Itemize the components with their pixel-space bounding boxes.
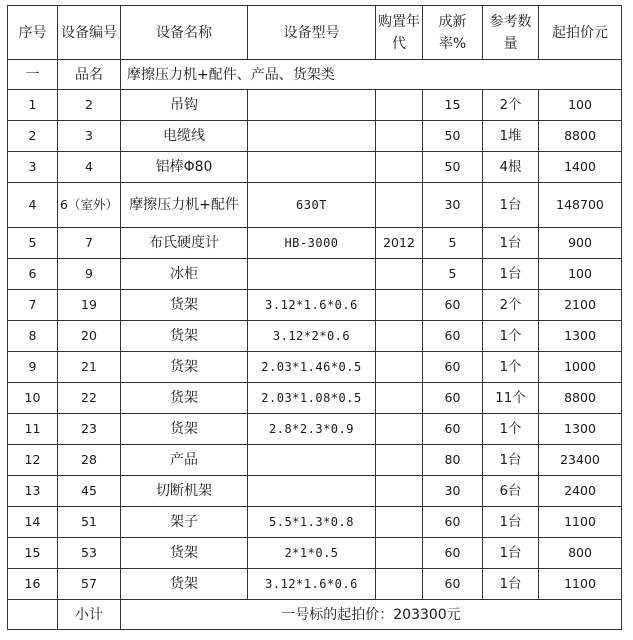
cell-rate: 50 bbox=[423, 152, 483, 183]
cell-name: 吊钩 bbox=[121, 90, 248, 121]
cell-model bbox=[248, 259, 376, 290]
cell-seq: 7 bbox=[8, 290, 58, 321]
asset-table bbox=[7, 5, 622, 630]
cell-code: 23 bbox=[58, 414, 121, 445]
cell-qty: 1台 bbox=[483, 538, 539, 569]
cell-seq: 9 bbox=[8, 352, 58, 383]
table-row bbox=[8, 383, 622, 414]
table-row bbox=[8, 352, 622, 383]
cell-model: 630T bbox=[248, 183, 376, 228]
cell-rate: 60 bbox=[423, 352, 483, 383]
cell-rate: 60 bbox=[423, 507, 483, 538]
cell-seq: 2 bbox=[8, 121, 58, 152]
cell-qty: 1台 bbox=[483, 259, 539, 290]
cell-qty: 4根 bbox=[483, 152, 539, 183]
cell-model: 3.12*1.6*0.6 bbox=[248, 569, 376, 600]
cell-seq: 1 bbox=[8, 90, 58, 121]
cell-qty: 1台 bbox=[483, 183, 539, 228]
cell-code: 28 bbox=[58, 445, 121, 476]
table-row bbox=[8, 321, 622, 352]
cell-year bbox=[376, 290, 423, 321]
table-row bbox=[8, 476, 622, 507]
cell-year bbox=[376, 507, 423, 538]
cell-year bbox=[376, 352, 423, 383]
section-label: 品名 bbox=[58, 60, 121, 90]
cell-seq: 15 bbox=[8, 538, 58, 569]
cell-qty: 1台 bbox=[483, 228, 539, 259]
cell-model: 2.8*2.3*0.9 bbox=[248, 414, 376, 445]
header-seq: 序号 bbox=[8, 6, 58, 60]
header-qty: 参考数量 bbox=[483, 6, 539, 60]
table-row bbox=[8, 121, 622, 152]
cell-code: 7 bbox=[58, 228, 121, 259]
cell-year bbox=[376, 538, 423, 569]
cell-code: 20 bbox=[58, 321, 121, 352]
cell-model: 2.03*1.46*0.5 bbox=[248, 352, 376, 383]
subtotal-label: 小计 bbox=[58, 600, 121, 630]
cell-seq: 13 bbox=[8, 476, 58, 507]
cell-year bbox=[376, 414, 423, 445]
cell-code: 21 bbox=[58, 352, 121, 383]
cell-seq: 8 bbox=[8, 321, 58, 352]
cell-rate: 60 bbox=[423, 290, 483, 321]
cell-price: 8800 bbox=[539, 121, 622, 152]
cell-code: 51 bbox=[58, 507, 121, 538]
cell-price: 1400 bbox=[539, 152, 622, 183]
cell-price: 800 bbox=[539, 538, 622, 569]
cell-name: 切断机架 bbox=[121, 476, 248, 507]
cell-qty: 1台 bbox=[483, 507, 539, 538]
cell-seq: 10 bbox=[8, 383, 58, 414]
cell-year bbox=[376, 476, 423, 507]
cell-seq: 14 bbox=[8, 507, 58, 538]
cell-model: 3.12*2*0.6 bbox=[248, 321, 376, 352]
cell-rate: 15 bbox=[423, 90, 483, 121]
cell-year: 2012 bbox=[376, 228, 423, 259]
cell-name: 货架 bbox=[121, 321, 248, 352]
cell-name: 货架 bbox=[121, 569, 248, 600]
cell-year bbox=[376, 321, 423, 352]
cell-model bbox=[248, 121, 376, 152]
cell-rate: 60 bbox=[423, 569, 483, 600]
table-row bbox=[8, 538, 622, 569]
table-row bbox=[8, 228, 622, 259]
cell-model bbox=[248, 152, 376, 183]
cell-price: 1300 bbox=[539, 321, 622, 352]
table-row bbox=[8, 152, 622, 183]
section-title: 摩擦压力机+配件、产品、货架类 bbox=[121, 60, 622, 90]
cell-name: 架子 bbox=[121, 507, 248, 538]
table-row bbox=[8, 259, 622, 290]
table-row bbox=[8, 90, 622, 121]
cell-price: 1000 bbox=[539, 352, 622, 383]
cell-code: 2 bbox=[58, 90, 121, 121]
cell-model bbox=[248, 90, 376, 121]
cell-model: 5.5*1.3*0.8 bbox=[248, 507, 376, 538]
cell-rate: 50 bbox=[423, 121, 483, 152]
cell-year bbox=[376, 183, 423, 228]
cell-model: 2*1*0.5 bbox=[248, 538, 376, 569]
cell-model bbox=[248, 476, 376, 507]
section-index: 一 bbox=[8, 60, 58, 90]
cell-code: 45 bbox=[58, 476, 121, 507]
cell-code: 57 bbox=[58, 569, 121, 600]
cell-seq: 4 bbox=[8, 183, 58, 228]
cell-model: 2.03*1.08*0.5 bbox=[248, 383, 376, 414]
cell-seq: 12 bbox=[8, 445, 58, 476]
cell-rate: 5 bbox=[423, 259, 483, 290]
table-row bbox=[8, 290, 622, 321]
header-model: 设备型号 bbox=[248, 6, 376, 60]
cell-price: 1300 bbox=[539, 414, 622, 445]
header-price: 起拍价元 bbox=[539, 6, 622, 60]
cell-qty: 2个 bbox=[483, 90, 539, 121]
cell-price: 1100 bbox=[539, 507, 622, 538]
cell-code: 3 bbox=[58, 121, 121, 152]
cell-seq: 6 bbox=[8, 259, 58, 290]
subtotal-blank bbox=[8, 600, 58, 630]
cell-qty: 1个 bbox=[483, 414, 539, 445]
cell-model bbox=[248, 445, 376, 476]
cell-price: 148700 bbox=[539, 183, 622, 228]
cell-seq: 5 bbox=[8, 228, 58, 259]
cell-qty: 6台 bbox=[483, 476, 539, 507]
table-row bbox=[8, 507, 622, 538]
cell-name: 货架 bbox=[121, 352, 248, 383]
cell-rate: 60 bbox=[423, 538, 483, 569]
cell-year bbox=[376, 90, 423, 121]
cell-name: 电缆线 bbox=[121, 121, 248, 152]
cell-seq: 11 bbox=[8, 414, 58, 445]
cell-rate: 60 bbox=[423, 321, 483, 352]
cell-model: 3.12*1.6*0.6 bbox=[248, 290, 376, 321]
cell-qty: 1个 bbox=[483, 352, 539, 383]
cell-rate: 80 bbox=[423, 445, 483, 476]
cell-code: 6（室外） bbox=[58, 183, 121, 228]
header-name: 设备名称 bbox=[121, 6, 248, 60]
subtotal-row bbox=[8, 600, 622, 630]
header-rate: 成新率% bbox=[423, 6, 483, 60]
cell-name: 货架 bbox=[121, 383, 248, 414]
cell-code: 4 bbox=[58, 152, 121, 183]
cell-model: HB-3000 bbox=[248, 228, 376, 259]
header-row bbox=[8, 6, 622, 60]
cell-year bbox=[376, 152, 423, 183]
cell-price: 900 bbox=[539, 228, 622, 259]
cell-qty: 2个 bbox=[483, 290, 539, 321]
cell-year bbox=[376, 569, 423, 600]
table-row bbox=[8, 183, 622, 228]
table-row bbox=[8, 445, 622, 476]
table-row bbox=[8, 569, 622, 600]
cell-qty: 11个 bbox=[483, 383, 539, 414]
cell-code: 22 bbox=[58, 383, 121, 414]
cell-year bbox=[376, 259, 423, 290]
cell-price: 100 bbox=[539, 259, 622, 290]
cell-rate: 30 bbox=[423, 183, 483, 228]
cell-year bbox=[376, 445, 423, 476]
cell-name: 货架 bbox=[121, 290, 248, 321]
cell-year bbox=[376, 383, 423, 414]
cell-name: 货架 bbox=[121, 538, 248, 569]
cell-qty: 1个 bbox=[483, 321, 539, 352]
cell-rate: 5 bbox=[423, 228, 483, 259]
cell-price: 8800 bbox=[539, 383, 622, 414]
cell-name: 摩擦压力机+配件 bbox=[121, 183, 248, 228]
table-row bbox=[8, 414, 622, 445]
cell-price: 2100 bbox=[539, 290, 622, 321]
cell-price: 100 bbox=[539, 90, 622, 121]
cell-name: 冰柜 bbox=[121, 259, 248, 290]
cell-name: 布氏硬度计 bbox=[121, 228, 248, 259]
cell-code: 53 bbox=[58, 538, 121, 569]
cell-price: 23400 bbox=[539, 445, 622, 476]
table-body bbox=[8, 6, 622, 630]
header-year: 购置年代 bbox=[376, 6, 423, 60]
cell-code: 19 bbox=[58, 290, 121, 321]
cell-seq: 16 bbox=[8, 569, 58, 600]
cell-code: 9 bbox=[58, 259, 121, 290]
cell-name: 铝棒Φ80 bbox=[121, 152, 248, 183]
cell-qty: 1台 bbox=[483, 445, 539, 476]
cell-name: 产品 bbox=[121, 445, 248, 476]
cell-rate: 60 bbox=[423, 383, 483, 414]
cell-seq: 3 bbox=[8, 152, 58, 183]
cell-price: 1100 bbox=[539, 569, 622, 600]
cell-name: 货架 bbox=[121, 414, 248, 445]
header-code: 设备编号 bbox=[58, 6, 121, 60]
subtotal-text: 一号标的起拍价：203300元 bbox=[121, 600, 622, 630]
cell-rate: 60 bbox=[423, 414, 483, 445]
cell-rate: 30 bbox=[423, 476, 483, 507]
cell-qty: 1台 bbox=[483, 569, 539, 600]
cell-year bbox=[376, 121, 423, 152]
section-row bbox=[8, 60, 622, 90]
cell-qty: 1堆 bbox=[483, 121, 539, 152]
cell-price: 2400 bbox=[539, 476, 622, 507]
